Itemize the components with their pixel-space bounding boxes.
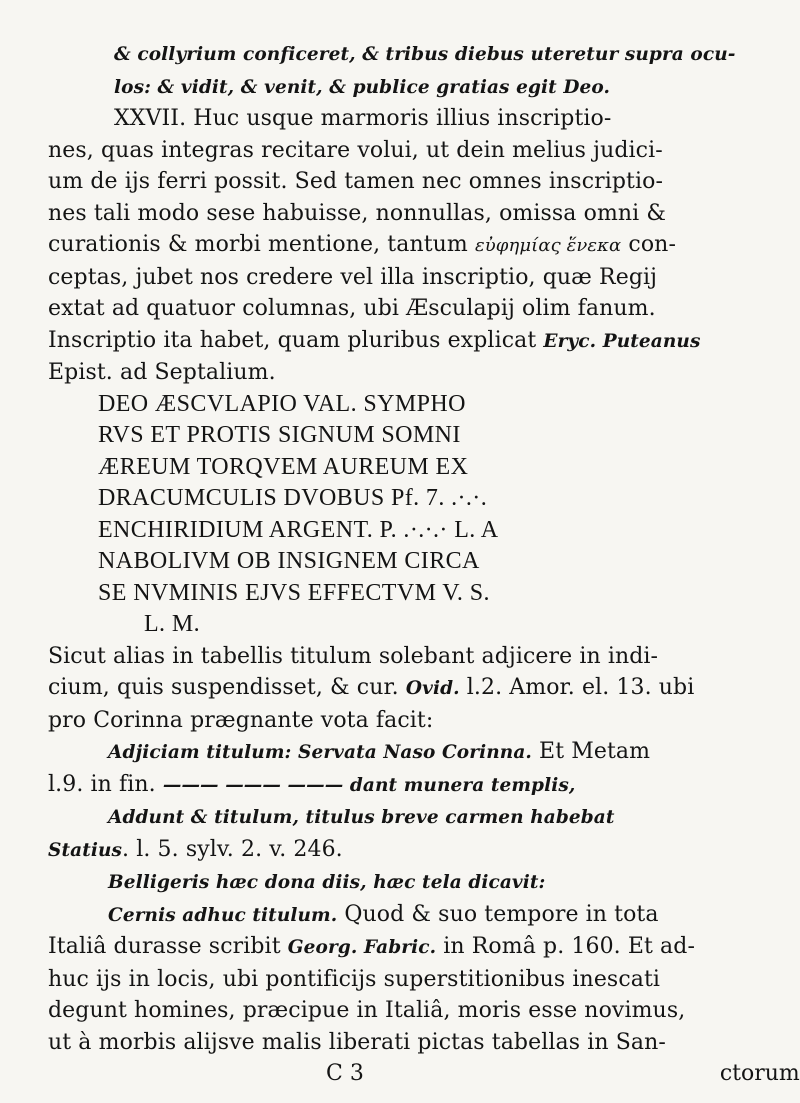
inscription-line: L. M. — [144, 611, 200, 637]
inscription-line: DRACUMCULIS DVOBUS Pf. 7. .·.·. — [98, 485, 488, 511]
text-line: Sicut alias in tabellis titulum solebant adjicere in indi- — [48, 643, 659, 669]
text-line: ut à morbis alijsve malis liberati pictas tabellas in San- — [48, 1029, 666, 1055]
catchword: ctorum — [719, 1061, 800, 1086]
text-line: Inscriptio ita habet, quam pluribus explicat Eryc. Puteanus — [48, 327, 701, 353]
quote-line: Belligeris hæc dona diis, hæc tela dicavit: — [108, 872, 546, 893]
text-line: cium, quis suspendisset, & cur. Ovid. l.2. Amor. el. 13. ubi — [48, 675, 695, 700]
text-line: Statius. l. 5. sylv. 2. v. 246. — [48, 836, 343, 862]
page-footer — [48, 1058, 800, 1090]
quote-line: Adjiciam titulum: Servata Naso Corinna. Et Metam — [108, 739, 651, 764]
text-line: Epist. ad Septalium. — [48, 360, 276, 385]
inscription-line: NABOLIVM OB INSIGNEM CIRCA — [98, 548, 480, 574]
text-line: nes, quas integras recitare volui, ut dein melius judici- — [48, 137, 663, 163]
inscription-line: ENCHIRIDIUM ARGENT. P. .·.·.· L. A — [98, 516, 499, 543]
inscription-block — [48, 389, 692, 641]
text-line: pro Corinna prægnante vota facit: — [48, 707, 434, 733]
signature-mark: C 3 — [326, 1061, 364, 1086]
quote-line: l.9. in fin. ——— ——— ——— dant munera templis, — [48, 771, 576, 797]
greek-phrase: εὐφημίας ἕνεκα — [474, 235, 622, 256]
text-line: extat ad quatuor columnas, ubi Æsculapij olim fanum. — [48, 296, 656, 321]
text-line: degunt homines, præcipue in Italiâ, moris esse novimus, — [48, 998, 686, 1023]
quote-line: Addunt & titulum, titulus breve carmen habebat — [108, 807, 615, 828]
text-line: ceptas, jubet nos credere vel illa inscriptio, quæ Regij — [48, 264, 658, 290]
text-line: Italiâ durasse scribit Georg. Fabric. in Româ p. 160. Et ad- — [48, 934, 695, 959]
text-line: um de ijs ferri possit. Sed tamen nec omnes inscriptio- — [48, 169, 664, 194]
inscription-line: RVS ET PROTIS SIGNUM SOMNI — [98, 422, 461, 448]
inscription-line: SE NVMINIS EJVS EFFECTVM V. S. — [98, 579, 490, 606]
inscription-line: ÆREUM TORQVEM AUREUM EX — [98, 453, 469, 480]
text-line: los: & vidit, & venit, & publice gratias egit Deo. — [114, 76, 610, 98]
text-line: & collyrium conficeret, & tribus diebus uteretur supra ocu- — [114, 44, 736, 65]
section-heading: XXVII. Huc usque marmoris illius inscriptio- — [114, 106, 612, 131]
quote-line: Cernis adhuc titulum. Quod & suo tempore in tota — [108, 901, 659, 927]
text-line: curationis & morbi mentione, tantum εὐφημίας ἕνεκα con- — [48, 232, 676, 257]
text-line: nes tali modo sese habuisse, nonnullas, omissa omni & — [48, 200, 667, 226]
text-line: huc ijs in locis, ubi pontificijs superstitionibus inescati — [48, 966, 661, 992]
inscription-line: DEO ÆSCVLAPIO VAL. SYMPHO — [98, 390, 466, 417]
